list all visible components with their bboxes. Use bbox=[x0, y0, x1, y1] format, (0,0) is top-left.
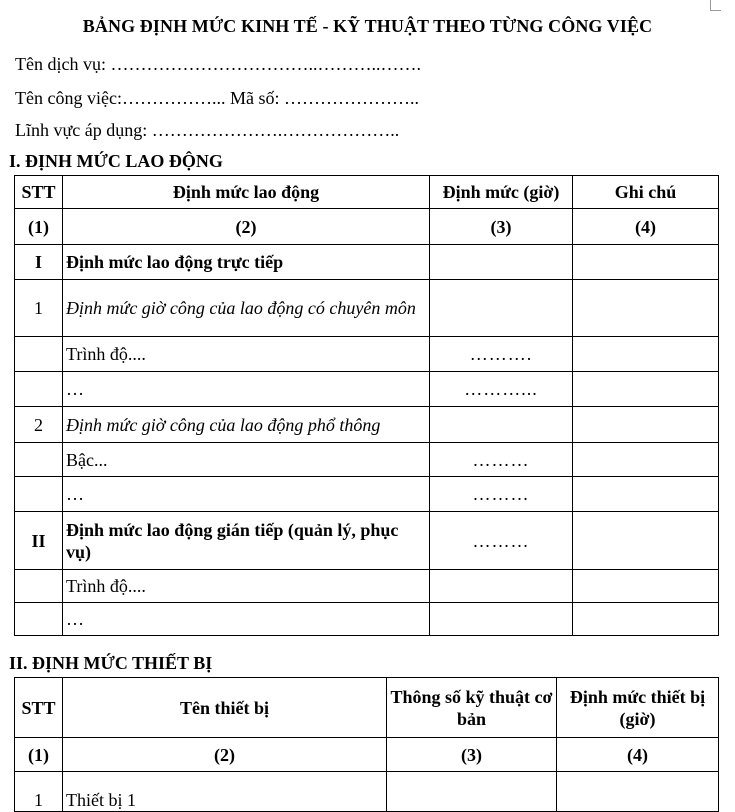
row-stt: II bbox=[15, 512, 63, 570]
row-stt bbox=[15, 337, 63, 372]
section-labor-heading: I. ĐỊNH MỨC LAO ĐỘNG bbox=[9, 151, 223, 171]
equipment-header-row bbox=[15, 678, 719, 738]
table-row bbox=[15, 245, 719, 280]
row-name: Bậc... bbox=[63, 443, 430, 477]
row-note bbox=[573, 570, 719, 603]
row-name: Trình độ.... bbox=[63, 337, 430, 372]
job-name-field: Tên công việc:……………... Mã số: ………………….. bbox=[15, 88, 419, 108]
header-stt: STT bbox=[15, 678, 63, 738]
col-number: (4) bbox=[557, 738, 719, 772]
row-value bbox=[430, 407, 573, 443]
row-name: Trình độ.... bbox=[63, 570, 430, 603]
row-name: … bbox=[63, 603, 430, 636]
row-note bbox=[573, 407, 719, 443]
table-row bbox=[15, 512, 719, 570]
col-number: (2) bbox=[63, 209, 430, 245]
header-labor-norm: Định mức lao động bbox=[63, 176, 430, 209]
row-value: ……… bbox=[430, 477, 573, 512]
row-spec bbox=[387, 772, 557, 812]
table-row bbox=[15, 570, 719, 603]
row-value bbox=[557, 772, 719, 812]
row-name: Thiết bị 1 bbox=[63, 772, 387, 812]
row-stt: 2 bbox=[15, 407, 63, 443]
row-value bbox=[430, 570, 573, 603]
equipment-col-number-row bbox=[15, 738, 719, 772]
scope-field: Lĩnh vực áp dụng: ………………….……………….. bbox=[15, 120, 400, 140]
row-note bbox=[573, 443, 719, 477]
labor-norm-table bbox=[14, 175, 719, 636]
col-number: (1) bbox=[15, 738, 63, 772]
labor-header-row bbox=[15, 176, 719, 209]
table-row bbox=[15, 603, 719, 636]
row-stt: I bbox=[15, 245, 63, 280]
row-value bbox=[430, 280, 573, 337]
header-stt: STT bbox=[15, 176, 63, 209]
table-row bbox=[15, 443, 719, 477]
table-row bbox=[15, 407, 719, 443]
row-name: Định mức lao động trực tiếp bbox=[63, 245, 430, 280]
row-stt bbox=[15, 603, 63, 636]
header-equipment-name: Tên thiết bị bbox=[63, 678, 387, 738]
section-equipment-heading: II. ĐỊNH MỨC THIẾT BỊ bbox=[9, 653, 213, 673]
row-value: ……… bbox=[430, 512, 573, 570]
row-value: ………. bbox=[430, 337, 573, 372]
row-name: Định mức lao động gián tiếp (quản lý, phục vụ) bbox=[63, 512, 430, 570]
equipment-norm-table bbox=[14, 677, 719, 812]
table-row bbox=[15, 772, 719, 812]
row-stt bbox=[15, 477, 63, 512]
header-spec: Thông số kỹ thuật cơ bản bbox=[387, 678, 557, 738]
row-note bbox=[573, 337, 719, 372]
table-row bbox=[15, 477, 719, 512]
row-stt: 1 bbox=[15, 280, 63, 337]
row-stt: 1 bbox=[15, 772, 63, 812]
document-title: BẢNG ĐỊNH MỨC KINH TẾ - KỸ THUẬT THEO TỪNG CÔNG VIỆC bbox=[82, 16, 653, 36]
col-number: (1) bbox=[15, 209, 63, 245]
table-row bbox=[15, 337, 719, 372]
row-note bbox=[573, 245, 719, 280]
table-row bbox=[15, 280, 719, 337]
row-value bbox=[430, 245, 573, 280]
row-name: … bbox=[63, 372, 430, 407]
row-name: Định mức giờ công của lao động phổ thông bbox=[63, 407, 430, 443]
row-value bbox=[430, 603, 573, 636]
row-name: Định mức giờ công của lao động có chuyên môn bbox=[63, 280, 430, 337]
row-note bbox=[573, 372, 719, 407]
page-corner-mark bbox=[710, 0, 721, 11]
col-number: (2) bbox=[63, 738, 387, 772]
row-stt bbox=[15, 372, 63, 407]
row-stt bbox=[15, 570, 63, 603]
col-number: (4) bbox=[573, 209, 719, 245]
service-name-field: Tên dịch vụ: ……………………………..………..……. bbox=[15, 54, 421, 74]
col-number: (3) bbox=[387, 738, 557, 772]
header-hours: Định mức (giờ) bbox=[430, 176, 573, 209]
row-note bbox=[573, 477, 719, 512]
row-note bbox=[573, 512, 719, 570]
row-value: ……… bbox=[430, 443, 573, 477]
row-stt bbox=[15, 443, 63, 477]
row-note bbox=[573, 603, 719, 636]
row-name: … bbox=[63, 477, 430, 512]
row-note bbox=[573, 280, 719, 337]
row-value: ………... bbox=[430, 372, 573, 407]
labor-col-number-row bbox=[15, 209, 719, 245]
col-number: (3) bbox=[430, 209, 573, 245]
table-row bbox=[15, 372, 719, 407]
header-note: Ghi chú bbox=[573, 176, 719, 209]
header-equipment-hours: Định mức thiết bị (giờ) bbox=[557, 678, 719, 738]
